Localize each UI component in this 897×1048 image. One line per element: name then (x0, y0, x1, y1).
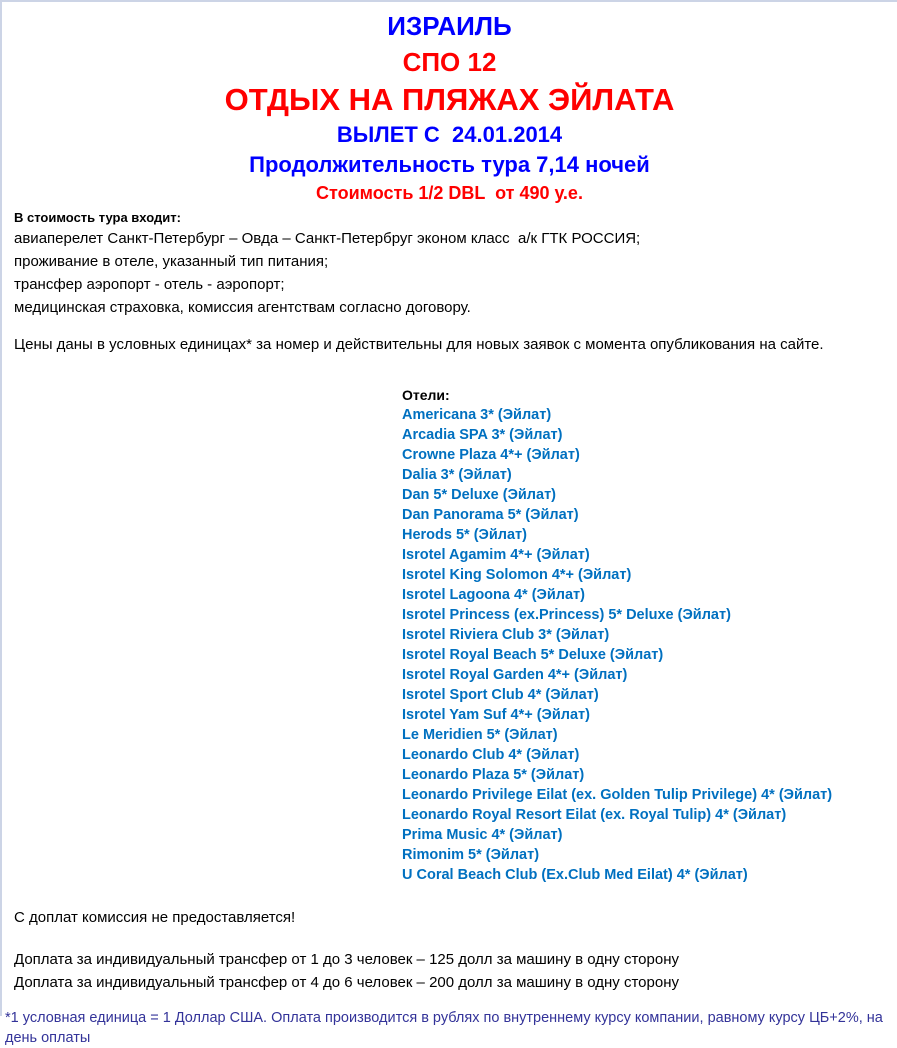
hotel-link[interactable]: Leonardo Privilege Eilat (ex. Golden Tulip Privilege) 4* (Эйлат) (402, 787, 833, 803)
hotels-section (402, 386, 897, 885)
hotel-link[interactable]: Crowne Plaza 4*+ (Эйлат) (402, 447, 580, 463)
included-heading: В стоимость тура входит: (14, 210, 181, 225)
transfer-fees-section (2, 948, 897, 994)
transfer-fee-line: Доплата за индивидуальный трансфер от 4 до 6 человек – 200 долл за машину в одну сторону (14, 974, 679, 991)
hotel-link[interactable]: Leonardo Royal Resort Eilat (ex. Royal Tulip) 4* (Эйлат) (402, 807, 787, 823)
tour-duration: Продолжительность тура 7,14 ночей (249, 152, 650, 177)
commission-note: С доплат комиссия не предоставляется! (14, 909, 296, 926)
hotel-link[interactable]: Americana 3* (Эйлат) (402, 407, 552, 423)
hotel-link[interactable]: Leonardo Club 4* (Эйлат) (402, 747, 580, 763)
included-section (2, 207, 897, 356)
document-header (2, 2, 897, 207)
hotel-link[interactable]: Isrotel Royal Beach 5* Deluxe (Эйлат) (402, 647, 664, 663)
departure-date: ВЫЛЕТ С 24.01.2014 (336, 122, 563, 147)
transfer-fee-line: Доплата за индивидуальный трансфер от 1 до 3 человек – 125 долл за машину в одну сторону (14, 951, 679, 968)
price-line: Стоимость 1/2 DBL от 490 у.е. (316, 183, 583, 203)
hotels-heading: Отели: (402, 387, 450, 403)
hotel-link[interactable]: Rimonim 5* (Эйлат) (402, 847, 540, 863)
hotel-link[interactable]: Isrotel Sport Club 4* (Эйлат) (402, 687, 599, 703)
hotel-link[interactable]: Dan Panorama 5* (Эйлат) (402, 507, 579, 523)
hotel-link[interactable]: Isrotel Lagoona 4* (Эйлат) (402, 587, 585, 603)
hotel-link[interactable]: Dalia 3* (Эйлат) (402, 467, 512, 483)
country-title: ИЗРАИЛЬ (387, 11, 512, 41)
hotel-link[interactable]: Isrotel Princess (ex.Princess) 5* Deluxe (Эйлат) (402, 607, 731, 623)
hotel-link[interactable]: Isrotel Yam Suf 4*+ (Эйлат) (402, 707, 590, 723)
hotel-link[interactable]: Herods 5* (Эйлат) (402, 527, 527, 543)
included-item: трансфер аэропорт - отель - аэропорт; (14, 276, 285, 293)
hotel-link[interactable]: Isrotel Agamim 4*+ (Эйлат) (402, 547, 590, 563)
hotel-link[interactable]: Isrotel Riviera Club 3* (Эйлат) (402, 627, 610, 643)
currency-footnote: *1 условная единица = 1 Доллар США. Оплата производится в рублях по внутреннему курсу компании, равному курсу ЦБ+2%, на день оплаты (5, 1010, 887, 1046)
offer-code: СПО 12 (402, 47, 497, 77)
hotel-link[interactable]: Le Meridien 5* (Эйлат) (402, 727, 558, 743)
hotel-link[interactable]: U Coral Beach Club (Ex.Club Med Eilat) 4* (Эйлат) (402, 867, 748, 883)
hotel-link[interactable]: Isrotel King Solomon 4*+ (Эйлат) (402, 567, 632, 583)
hotel-link[interactable]: Arcadia SPA 3* (Эйлат) (402, 427, 563, 443)
included-item: медицинская страховка, комиссия агентствам согласно договору. (14, 299, 471, 316)
hotel-link[interactable]: Prima Music 4* (Эйлат) (402, 827, 563, 843)
hotel-link[interactable]: Isrotel Royal Garden 4*+ (Эйлат) (402, 667, 628, 683)
pricing-note: Цены даны в условных единицах* за номер и действительны для новых заявок с момента опубликования на сайте. (14, 336, 824, 353)
hotel-link[interactable]: Dan 5* Deluxe (Эйлат) (402, 487, 556, 503)
included-item: проживание в отеле, указанный тип питания; (14, 253, 329, 270)
tour-title: ОТДЫХ НА ПЛЯЖАХ ЭЙЛАТА (224, 82, 675, 117)
included-item: авиаперелет Санкт-Петербург – Овда – Санкт-Петербруг эконом класс а/к ГТК РОССИЯ; (14, 230, 641, 247)
hotel-link[interactable]: Leonardo Plaza 5* (Эйлат) (402, 767, 585, 783)
